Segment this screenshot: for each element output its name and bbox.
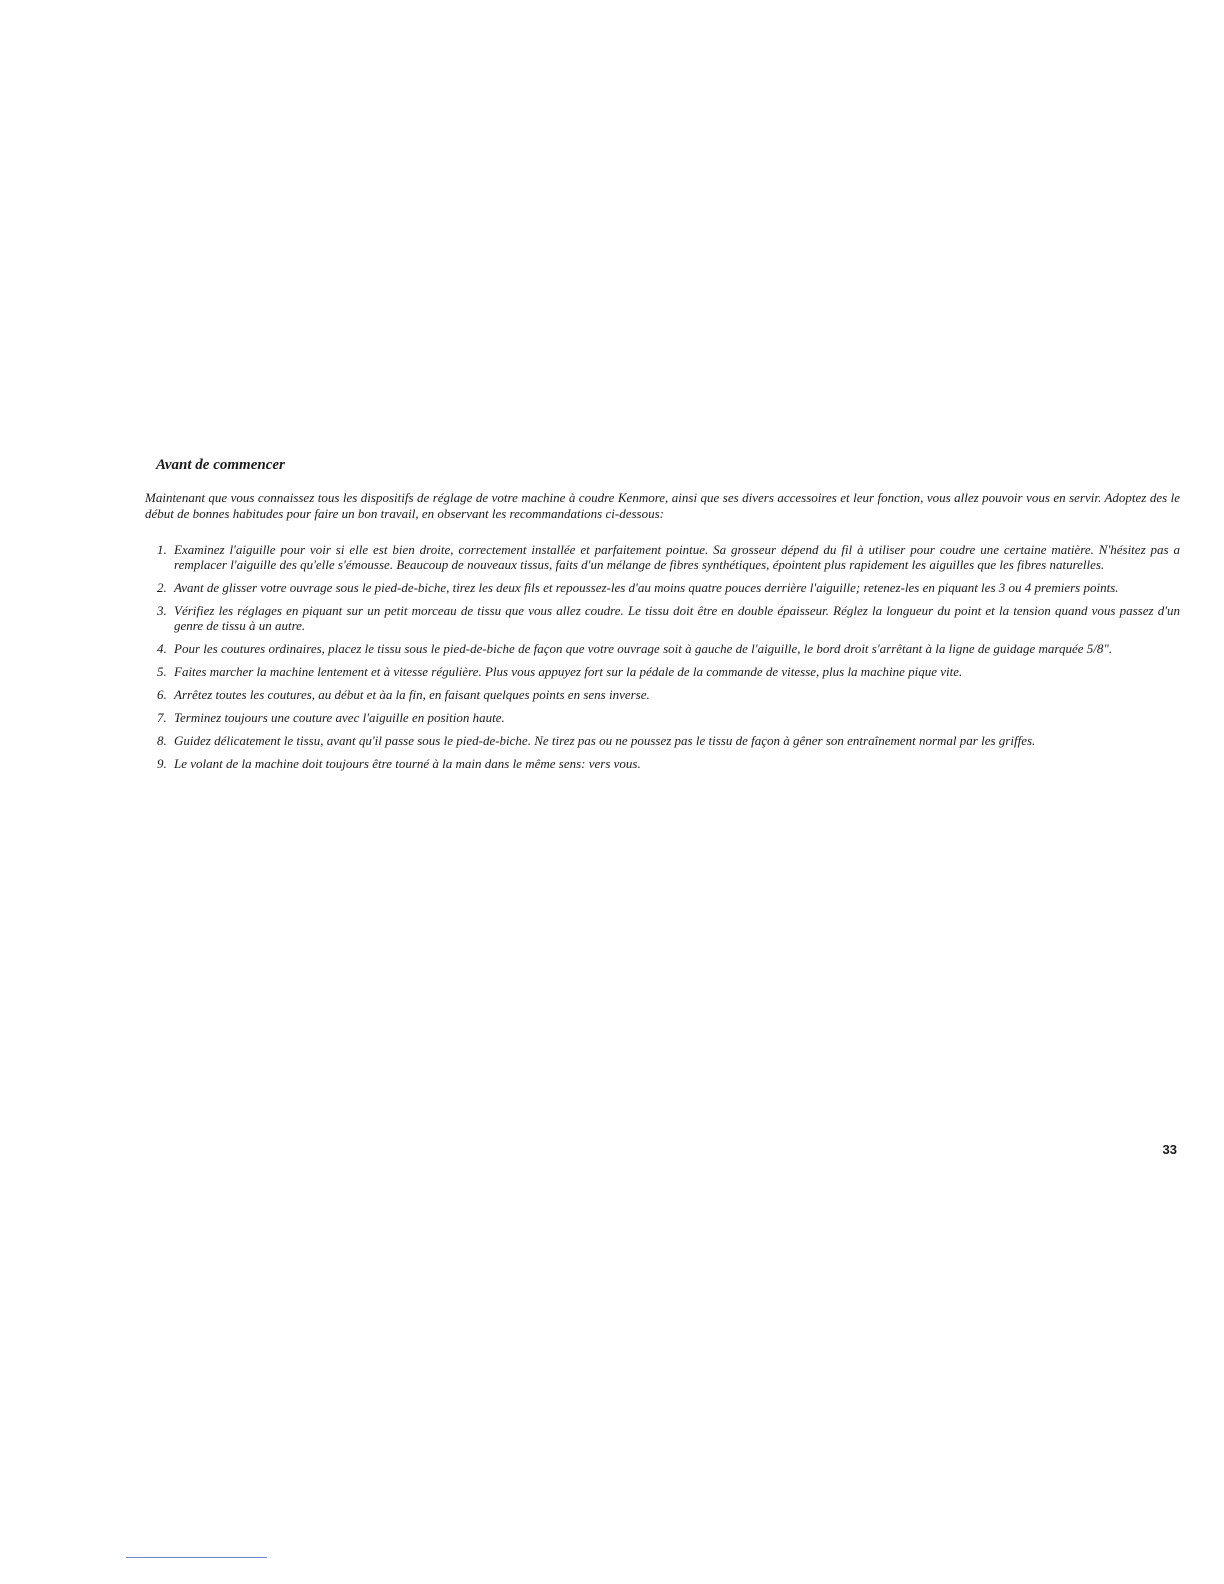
step-number: 3. (157, 603, 167, 618)
list-item (145, 710, 1180, 725)
step-text: Le volant de la machine doit toujours être tourné à la main dans le même sens: vers vous. (174, 756, 641, 771)
step-text: Arrêtez toutes les coutures, au début et àa la fin, en faisant quelques points en sens inverse. (174, 687, 650, 702)
footer-divider (126, 1557, 267, 1558)
step-text: Examinez l'aiguille pour voir si elle est bien droite, correctement installée et parfaitement pointue. Sa grosseur dépend du fil à utiliser pour coudre une certaine matière. N'hésitez pas a remplacer l'aiguille des qu'elle s'émousse. Beaucoup de nouveaux tissus, faits d'un mélange de fibres synthétiques, épointent plus rapidement les aiguilles que les fibres naturelles. (174, 542, 1180, 572)
content-block (145, 457, 1180, 779)
list-item (145, 756, 1180, 771)
step-text: Pour les coutures ordinaires, placez le tissu sous le pied-de-biche de façon que votre ouvrage soit à gauche de l'aiguille, le bord droit s'arrêtant à la ligne de guidage marquée 5/8". (174, 641, 1113, 656)
step-number: 1. (157, 542, 167, 557)
step-number: 6. (157, 687, 167, 702)
list-item (145, 641, 1180, 656)
list-item (145, 580, 1180, 595)
step-number: 8. (157, 733, 167, 748)
section-heading: Avant de commencer (156, 457, 285, 473)
step-number: 4. (157, 641, 167, 656)
step-text: Faites marcher la machine lentement et à vitesse régulière. Plus vous appuyez fort sur la pédale de la commande de vitesse, plus la machine pique vite. (174, 664, 963, 679)
step-text: Avant de glisser votre ouvrage sous le pied-de-biche, tirez les deux fils et repoussez-les d'au moins quatre pouces derrière l'aiguille; retenez-les en piquant les 3 ou 4 premiers points. (174, 580, 1119, 595)
step-number: 2. (157, 580, 167, 595)
page-number: 33 (1162, 1142, 1177, 1157)
step-text: Terminez toujours une couture avec l'aiguille en position haute. (174, 710, 505, 725)
step-number: 5. (157, 664, 167, 679)
list-item (145, 733, 1180, 748)
list-item (145, 542, 1180, 572)
list-item (145, 603, 1180, 633)
step-text: Vérifiez les réglages en piquant sur un petit morceau de tissu que vous allez coudre. Le tissu doit être en double épaisseur. Réglez la longueur du point et la tension quand vous passez d'un genre de tissu à un autre. (174, 603, 1180, 633)
intro-paragraph: Maintenant que vous connaissez tous les dispositifs de réglage de votre machine à coudre Kenmore, ainsi que ses divers accessoires et leur fonction, vous allez pouvoir vous en servir. Adoptez des le début de bonnes habitudes pour faire un bon travail, en observant les recommandations ci-dessous: (145, 490, 1180, 521)
step-number: 7. (157, 710, 167, 725)
recommendations-list (145, 542, 1180, 771)
list-item (145, 687, 1180, 702)
step-number: 9. (157, 756, 167, 771)
list-item (145, 664, 1180, 679)
step-text: Guidez délicatement le tissu, avant qu'il passe sous le pied-de-biche. Ne tirez pas ou ne poussez pas le tissu de façon à gêner son entraînement normal par les griffes. (174, 733, 1036, 748)
